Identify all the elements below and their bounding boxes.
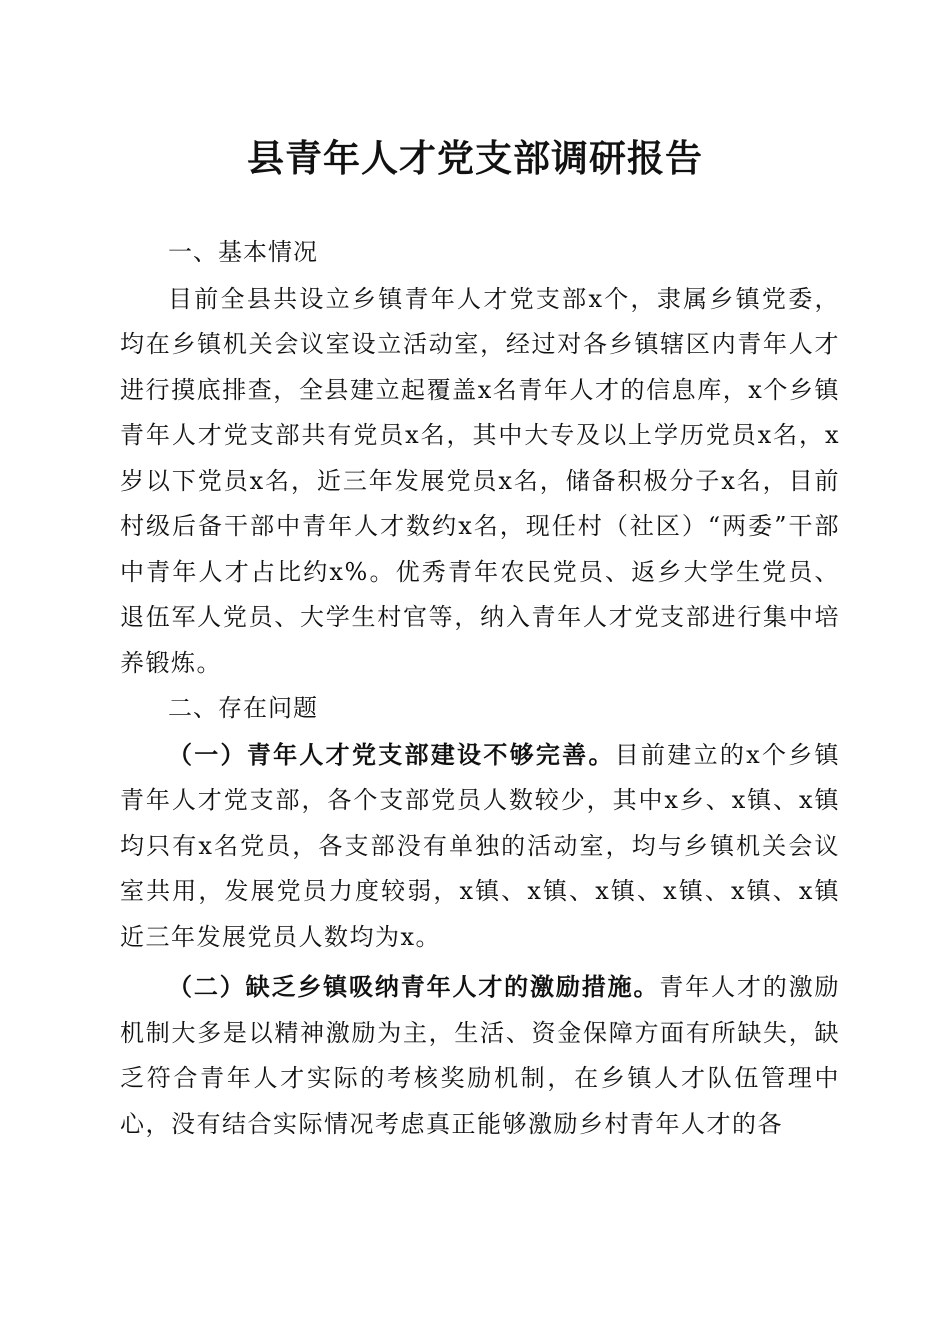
document-title: 县青年人才党支部调研报告 bbox=[247, 136, 703, 180]
document-body bbox=[120, 230, 840, 1147]
paragraph-text: 青年人才的激励机制大多是以精神激励为主，生活、资金保障方面有所缺失，缺乏符合青年人才实际的考核奖励机制，在乡镇人才队伍管理中心，没有结合实际情况考虑真正能够激励乡村青年人才的各 bbox=[120, 973, 841, 1138]
paragraph-problem-1 bbox=[120, 732, 840, 961]
paragraph-basic-situation bbox=[120, 276, 840, 687]
paragraph-lead: （一）青年人才党支部建设不够完善。 bbox=[168, 739, 615, 769]
paragraph-problem-2 bbox=[120, 964, 840, 1147]
section-heading-existing-problems: 二、存在问题 bbox=[168, 694, 318, 722]
paragraph-text: 目前全县共设立乡镇青年人才党支部x个，隶属乡镇党委，均在乡镇机关会议室设立活动室，经过对各乡镇辖区内青年人才进行摸底排查，全县建立起覆盖x名青年人才的信息库，x个乡镇青年人才党支部共有党员x名，其中大专及以上学历党员x名，x岁以下党员x名，近三年发展党员x名，储备积极分子x名，目前村级后备干部中青年人才数约x名，现任村（社区）“两委”干部中青年人才占比约x%。优秀青年农民党员、返乡大学生党员、退伍军人党员、大学生村官等，纳入青年人才党支部进行集中培养锻炼。 bbox=[120, 284, 840, 677]
section-heading-basic-situation: 一、基本情况 bbox=[168, 238, 318, 266]
paragraph-text: 目前建立的x个乡镇青年人才党支部，各个支部党员人数较少，其中x乡、x镇、x镇均只有x名党员，各支部没有单独的活动室，均与乡镇机关会议室共用，发展党员力度较弱，x镇、x镇、x镇、x镇、x镇、x镇近三年发展党员人数均为x。 bbox=[120, 740, 840, 951]
paragraph-lead: （二）缺乏乡镇吸纳青年人才的激励措施。 bbox=[168, 972, 660, 1001]
